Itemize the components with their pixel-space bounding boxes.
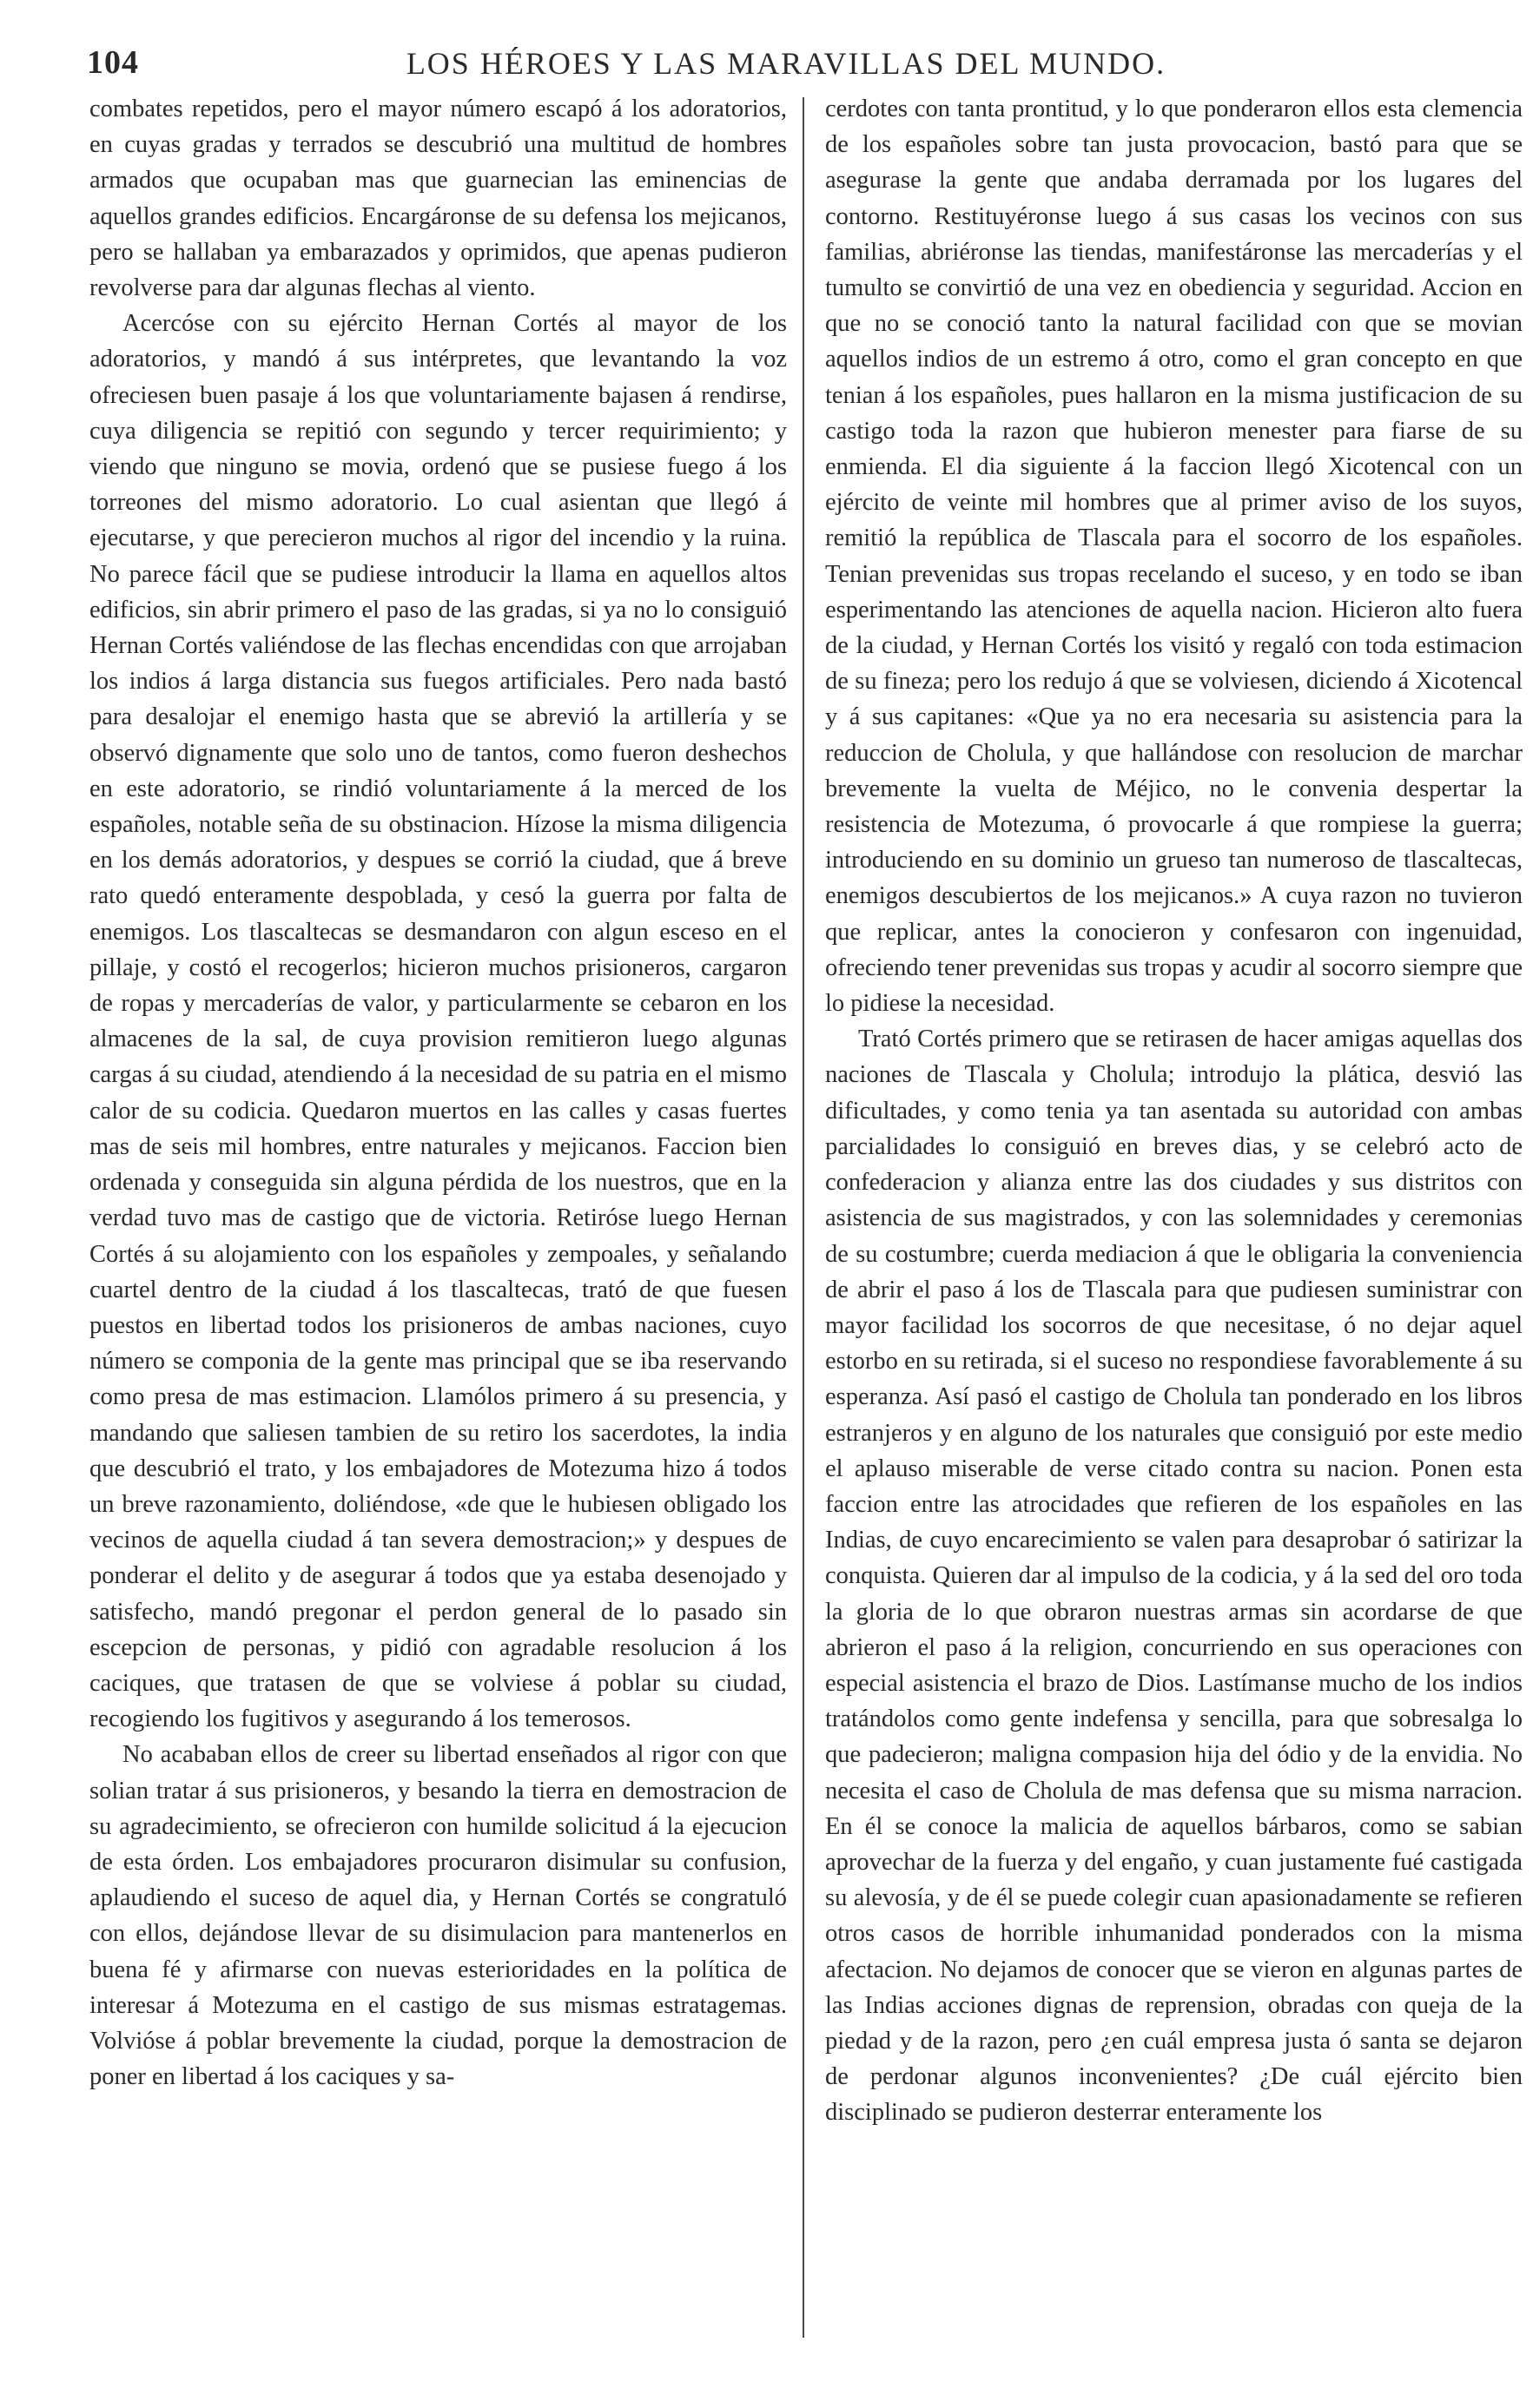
paragraph: cerdotes con tanta prontitud, y lo que ponderaron ellos esta clemencia de los españoles sobre tan justa provocacion, bastó para que se asegurase la gente que andaba derramada por los lugares del contorno. Restituyéronse luego á sus casas los vecinos con sus familias, abriéronse las tiendas, manifestáronse las mercaderías y el tumulto se convirtió de una vez en obediencia y seguridad. Accion en que no se conoció tanto la natural facilidad con que se movian aquellos indios de un estremo á otro, como el gran concepto en que tenian á los españoles, pues hallaron en la misma justificacion de su castigo toda la razon que hubieron menester para fiarse de su enmienda. El dia siguiente á la faccion llegó Xicotencal con un ejército de veinte mil hombres que al primer aviso de los suyos, remitió la república de Tlascala para el socorro de los españoles. Tenian prevenidas sus tropas recelando el suceso, y en todo se iban esperimentando las atenciones de aquella nacion. Hicieron alto fuera de la ciudad, y Hernan Cortés los visitó y regaló con toda estimacion de su fineza; pero los redujo á que se volviesen, diciendo á Xicotencal y á sus capitanes: «Que ya no era necesaria su asistencia para la reduccion de Cholula, y que hallándose con resolucion de marchar brevemente la vuelta de Méjico, no le convenia despertar la resistencia de Motezuma, ó provocarle á que rompiese la guerra; introduciendo en su dominio un grueso tan numeroso de tlascaltecas, enemigos descubiertos de los mejicanos.» A cuya razon no tuvieron que replicar, antes la conocieron y confesaron con ingenuidad, ofreciendo tener prevenidas sus tropas y acudir al socorro siempre que lo pidiese la necesidad.	[825, 96, 1523, 1018]
paragraph: Trató Cortés primero que se retirasen de hacer amigas aquellas dos naciones de Tlascala y Cholula; introdujo la plática, desvió las dificultades, y como tenia ya tan asentada su autoridad con ambas parcialidades lo consiguió en breves dias, y se celebró acto de confederacion y alianza entre las dos ciudades y sus distritos con asistencia de sus magistrados, y con las solemnidades y ceremonias de su costumbre; cuerda mediacion á que le obligaria la conveniencia de abrir el paso á los de Tlascala para que pudiesen suministrar con mayor facilidad los socorros de que necesitase, ó no dejar aquel estorbo en su retirada, si el suceso no respondiese favorablemente á su esperanza. Así pasó el castigo de Cholula tan ponderado en los libros estranjeros y en alguno de los naturales que consiguió por este medio el aplauso miserable de verse citado contra su nacion. Ponen esta faccion entre las atrocidades que refieren de los españoles en las Indias, de cuyo encarecimiento se valen para desaprobar ó satirizar la conquista. Quieren dar al impulso de la codicia, y á la sed del oro toda la gloria de lo que obraron nuestras armas sin acordarse de que abrieron el paso á la religion, concurriendo en sus operaciones con especial asistencia el brazo de Dios. Lastímanse mucho de los indios tratándolos como gente indefensa y sencilla, para que sobresalga lo que padecieron; maligna compasion hija del ódio y de la envidia. No necesita el caso de Cholula de mas defensa que su misma narracion. En él se conoce la malicia de aquellos bárbaros, como se sabian aprovechar de la fuerza y del engaño, y cuan justamente fué castigada su alevosía, y de él se puede colegir cuan apasionadamente se refieren otros casos de horrible inhumanidad ponderados con la misma afectacion. No dejamos de conocer que se vieron en algunas partes de las Indias acciones dignas de reprension, obradas con queja de la piedad y de la razon, pero ¿en cuál empresa justa ó santa se dejaron de perdonar algunos inconvenientes? ¿De cuál ejército bien disciplinado se pudieron desterrar enteramente los	[825, 1026, 1523, 2127]
paragraph: Acercóse con su ejército Hernan Cortés al mayor de los adoratorios, y mandó á sus intérpretes, que levantando la voz ofreciesen buen pasaje á los que voluntariamente bajasen á rendirse, cuya diligencia se repitió con segundo y tercer requirimiento; y viendo que ninguno se movia, ordenó que se pusiese fuego á los torreones del mismo adoratorio. Lo cual asientan que llegó á ejecutarse, y que perecieron muchos al rigor del incendio y la ruina. No parece fácil que se pudiese introducir la llama en aquellos altos edificios, sin abrir primero el paso de las gradas, si ya no lo consiguió Hernan Cortés valiéndose de las flechas encendidas con que arrojaban los indios á larga distancia sus fuegos artificiales. Pero nada bastó para desalojar el enemigo hasta que se abrevió la artillería y se observó dignamente que solo uno de tantos, como fueron deshechos en este adoratorio, se rindió voluntariamente á la merced de los españoles, notable seña de su obstinacion. Hízose la misma diligencia en los demás adoratorios, y despues se corrió la ciudad, que á breve rato quedó enteramente despoblada, y cesó la guerra por falta de enemigos. Los tlascaltecas se desmandaron con algun esceso en el pillaje, y costó el recogerlos; hicieron muchos prisioneros, cargaron de ropas y mercaderías de valor, y particularmente se cebaron en los almacenes de la sal, de cuya provision remitieron luego algunas cargas á su ciudad, atendiendo á la necesidad de su patria en el mismo calor de su codicia. Quedaron muertos en las calles y casas fuertes mas de seis mil hombres, entre naturales y mejicanos. Faccion bien ordenada y conseguida sin alguna pérdida de los nuestros, que en la verdad tuvo mas de castigo que de victoria. Retiróse luego Hernan Cortés á su alojamiento con los españoles y zempoales, y señalando cuartel dentro de la ciudad á los tlascaltecas, trató de que fuesen puestos en libertad todos los prisioneros de ambas naciones, cuyo número se componia de la gente mas principal que se iba reservando como presa de mas estimacion. Llamólos primero á su presencia, y mandando que saliesen tambien de su retiro los sacerdotes, la india que descubrió el trato, y los embajadores de Motezuma hizo á todos un breve razonamiento, doliéndose, «de que le hubiesen obligado los vecinos de aquella ciudad á tan severa demostracion;» y despues de ponderar el delito y de asegurar á todos que ya estaba desenojado y satisfecho, mandó pregonar el perdon general de lo pasado sin escepcion de personas, y pidió con agradable resolucion á los caciques, que tratasen de que se volviese á poblar su ciudad, recogiendo los fugitivos y asegurando á los temerosos.	[89, 310, 787, 1733]
page-number: 104	[87, 44, 139, 81]
left-column	[89, 91, 787, 2366]
column-divider	[803, 97, 804, 2338]
page-header	[87, 35, 1485, 87]
right-column	[825, 91, 1523, 2366]
paragraph: No acababan ellos de creer su libertad enseñados al rigor con que solian tratar á sus prisioneros, y besando la tierra en demostracion de su agradecimiento, se ofrecieron con humilde solicitud á la ejecucion de esta órden. Los embajadores procuraron disimular su confusion, aplaudiendo el suceso de aquel dia, y Hernan Cortés se congratuló con ellos, dejándose llevar de su disimulacion para mantenerlos en buena fé y afirmarse con nuevas esterioridades en la política de interesar á Motezuma en el castigo de sus mismas estratagemas. Volvióse á poblar brevemente la ciudad, porque la demostracion de poner en libertad á los caciques y sa-	[89, 1741, 787, 2091]
running-head: LOS HÉROES Y LAS MARAVILLAS DEL MUNDO.	[406, 46, 1166, 81]
paragraph: combates repetidos, pero el mayor número escapó á los adoratorios, en cuyas gradas y terrados se descubrió una multitud de hombres armados que ocupaban mas que guarnecian las eminencias de aquellos grandes edificios. Encargáronse de su defensa los mejicanos, pero se hallaban ya embarazados y oprimidos, que apenas pudieron revolverse para dar algunas flechas al viento.	[89, 96, 787, 302]
